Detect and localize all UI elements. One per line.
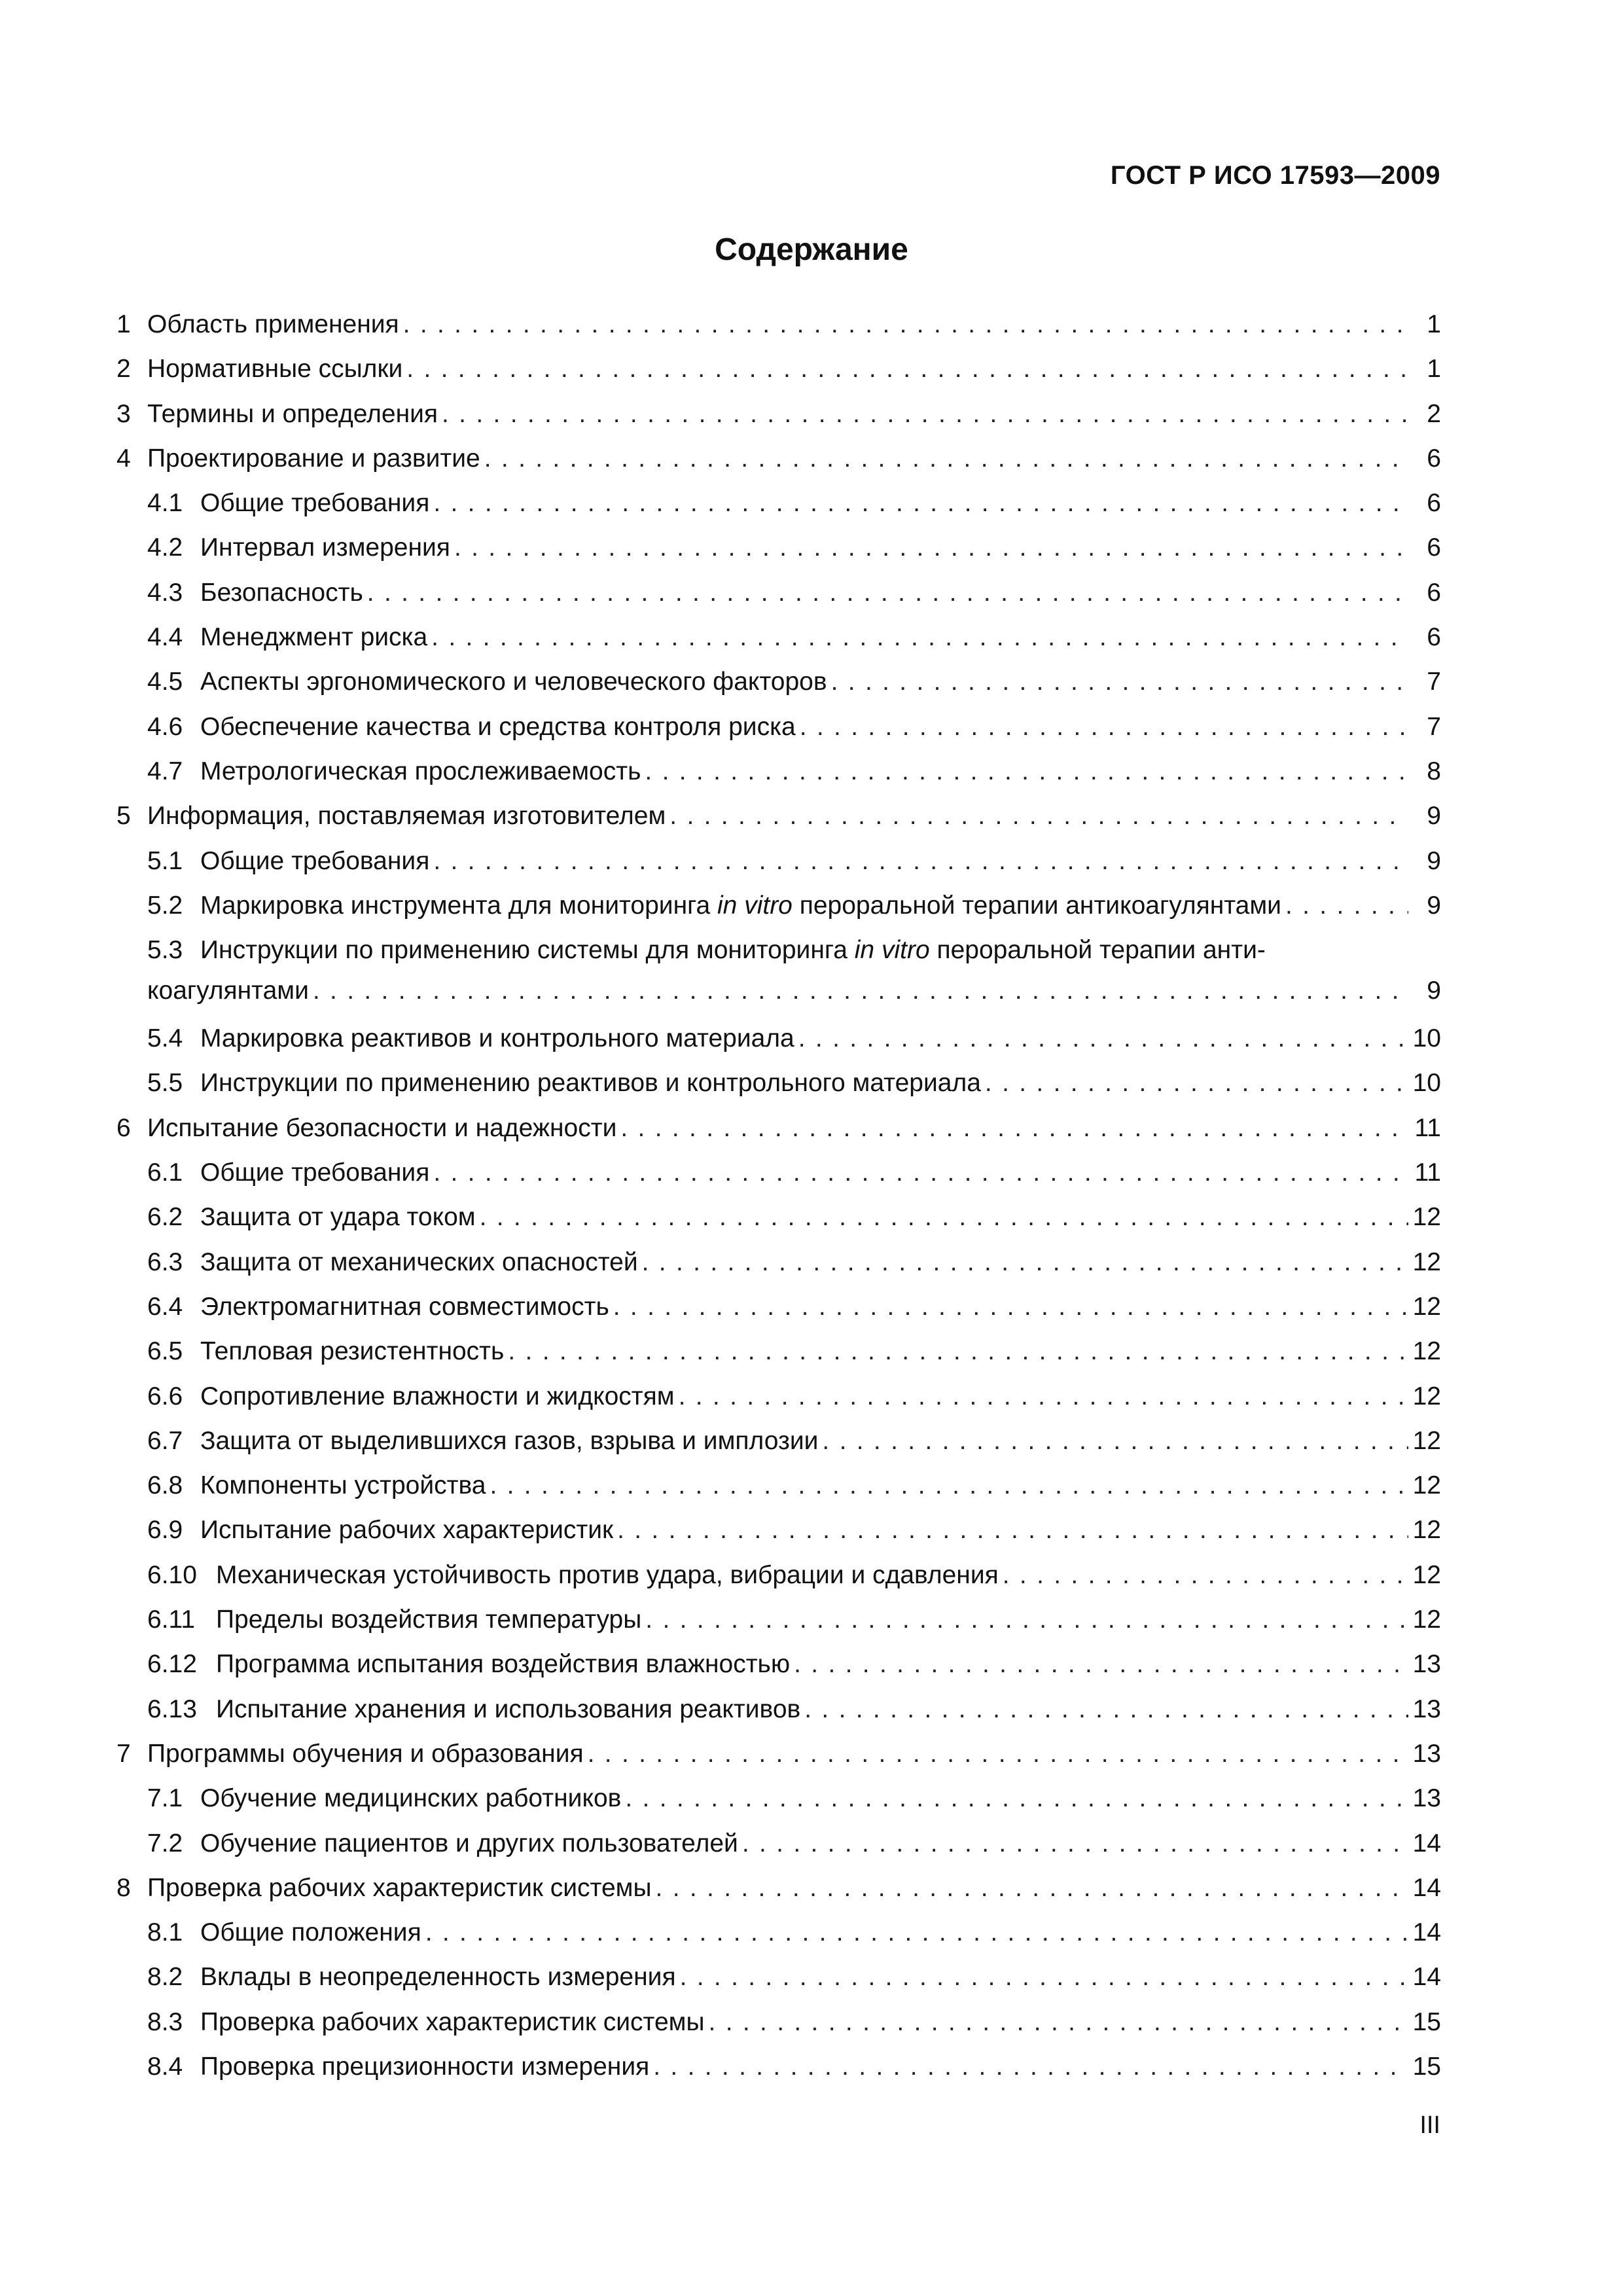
- toc-entry-page: 2: [1427, 399, 1441, 428]
- title-italic-part: in vitro: [854, 936, 930, 965]
- toc-entry[interactable]: [116, 794, 1441, 838]
- toc-entry-number: 6.9: [147, 1516, 183, 1545]
- dot-leader: [620, 1106, 1408, 1151]
- toc-entry-number: 6.5: [147, 1337, 183, 1366]
- toc-entry-title: Защита от удара током: [200, 1203, 476, 1232]
- page-number: III: [1419, 2111, 1440, 2139]
- toc-entry-page: 9: [1427, 977, 1441, 1005]
- dot-leader: [431, 615, 1408, 660]
- dot-leader: [617, 1508, 1408, 1552]
- toc-entry-page: 12: [1412, 1292, 1441, 1321]
- toc-entry-number: 4: [116, 444, 131, 473]
- dot-leader: [613, 1285, 1408, 1329]
- toc-entry[interactable]: [116, 1106, 1441, 1151]
- toc-entry-number: 1: [116, 310, 131, 338]
- toc-entry[interactable]: [116, 302, 1441, 347]
- toc-entry-number: 7.2: [147, 1829, 183, 1857]
- dot-leader: [653, 2045, 1408, 2089]
- toc-entry[interactable]: [116, 1016, 1441, 1061]
- toc-entry-number: 8: [116, 1873, 131, 1902]
- toc-entry-page: 6: [1427, 578, 1441, 607]
- dot-leader: [645, 749, 1408, 794]
- dot-leader: [625, 1776, 1408, 1821]
- dot-leader: [367, 571, 1408, 615]
- toc-entry-number: 6: [116, 1113, 131, 1142]
- toc-entry-title: Общие требования: [200, 846, 430, 875]
- toc-entry-number: 8.2: [147, 1963, 183, 1992]
- toc-entry-number: 5.4: [147, 1024, 183, 1053]
- toc-entry-title: Нормативные ссылки: [147, 355, 403, 384]
- toc-entry-number: 2: [116, 355, 131, 384]
- dot-leader: [679, 1374, 1408, 1419]
- dot-leader: [508, 1329, 1408, 1374]
- toc-entry[interactable]: [116, 660, 1441, 704]
- dot-leader: [403, 302, 1408, 347]
- dot-leader: [313, 971, 1408, 1011]
- toc-entry[interactable]: [116, 1285, 1441, 1329]
- toc-entry[interactable]: [116, 1195, 1441, 1240]
- toc-entry-number: 7.1: [147, 1784, 183, 1813]
- toc-entry-page: 15: [1412, 2007, 1441, 2036]
- toc-entry-number: 6.10: [147, 1560, 197, 1589]
- title-part: пероральной терапии антикоагулянтами: [792, 891, 1281, 920]
- toc-entry-page: 6: [1427, 444, 1441, 473]
- dot-leader: [798, 1016, 1408, 1061]
- toc-entry-page: 13: [1412, 1650, 1441, 1679]
- toc-entry-second-line: [147, 971, 1441, 1011]
- toc-entry-number: 4.2: [147, 533, 183, 562]
- toc-entry-number: 6.1: [147, 1158, 183, 1187]
- title-italic-part: in vitro: [717, 891, 793, 920]
- toc-entry[interactable]: [116, 1329, 1441, 1374]
- toc-entry[interactable]: [116, 1776, 1441, 1821]
- toc-entry-page: 14: [1412, 1829, 1441, 1857]
- toc-entry-title: Компоненты устройства: [200, 1471, 486, 1500]
- toc-entry-title: Испытание рабочих характеристик: [200, 1516, 614, 1545]
- toc-entry-title: Сопротивление влажности и жидкостям: [200, 1382, 675, 1410]
- toc-entry-number: 4.1: [147, 489, 183, 518]
- toc-entry-number: 5.3: [147, 936, 183, 965]
- dot-leader: [1003, 1553, 1408, 1598]
- toc-entry-number: 6.7: [147, 1426, 183, 1455]
- toc-entry-title: Термины и определения: [147, 399, 438, 428]
- toc-entry[interactable]: [116, 839, 1441, 884]
- toc-entry-title: Безопасность: [200, 578, 363, 607]
- toc-entry-number: 6.4: [147, 1292, 183, 1321]
- dot-leader: [433, 1151, 1408, 1195]
- toc-entry-page: 1: [1427, 310, 1441, 338]
- toc-entry[interactable]: [116, 481, 1441, 526]
- toc-entry-page: 11: [1414, 1113, 1441, 1142]
- toc-entry-number: 5: [116, 802, 131, 831]
- toc-entry-title: Аспекты эргономического и человеческого факторов: [200, 668, 827, 696]
- toc-entry-page: 6: [1427, 623, 1441, 652]
- toc-entry-title: Защита от выделившихся газов, взрыва и имплозии: [200, 1426, 819, 1455]
- toc-entry[interactable]: [116, 347, 1441, 391]
- toc-entry[interactable]: [116, 749, 1441, 794]
- dot-leader: [480, 1195, 1408, 1240]
- dot-leader: [433, 839, 1408, 884]
- toc-entry-page: 14: [1412, 1873, 1441, 1902]
- dot-leader: [985, 1061, 1408, 1105]
- toc-entry[interactable]: [116, 615, 1441, 660]
- toc-entry-title: Общие требования: [200, 489, 430, 518]
- title-part: Инструкции по применению системы для мониторинга: [200, 936, 855, 965]
- toc-entry[interactable]: [116, 1553, 1441, 1598]
- dot-leader: [822, 1419, 1408, 1463]
- dot-leader: [742, 1821, 1408, 1866]
- toc-entry-title: [200, 884, 1281, 928]
- dot-leader: [669, 794, 1408, 838]
- dot-leader: [656, 1866, 1408, 1910]
- toc-entry-number: 6.6: [147, 1382, 183, 1410]
- toc-entry-page: 7: [1427, 712, 1441, 741]
- dot-leader: [406, 347, 1408, 391]
- toc-entry-page: 8: [1427, 757, 1441, 785]
- toc-entry-title: Проектирование и развитие: [147, 444, 480, 473]
- toc-entry-page: 14: [1412, 1918, 1441, 1947]
- toc-entry[interactable]: [116, 1732, 1441, 1776]
- toc-entry[interactable]: [116, 1061, 1441, 1105]
- toc-entry-number: 4.7: [147, 757, 183, 785]
- dot-leader: [454, 526, 1408, 570]
- toc-entry-title: Инструкции по применению реактивов и контрольного материала: [200, 1069, 981, 1098]
- toc-entry-page: 6: [1427, 489, 1441, 518]
- toc-list: [116, 302, 1441, 2089]
- toc-entry-title: Программа испытания воздействия влажностью: [216, 1650, 791, 1679]
- toc-entry-title: Испытание безопасности и надежности: [147, 1113, 617, 1142]
- toc-entry[interactable]: [116, 2000, 1441, 2045]
- toc-entry-number: 5.1: [147, 846, 183, 875]
- title-part: пероральной терапии анти-: [929, 936, 1266, 965]
- toc-entry-title: Тепловая резистентность: [200, 1337, 505, 1366]
- toc-entry-page: 12: [1412, 1471, 1441, 1500]
- toc-entry-number: 8.4: [147, 2052, 183, 2081]
- dot-leader: [588, 1732, 1408, 1776]
- toc-entry[interactable]: [116, 1598, 1441, 1642]
- toc-entry-page: 11: [1414, 1158, 1441, 1187]
- toc-title: Содержание: [715, 232, 908, 267]
- toc-entry-title: Интервал измерения: [200, 533, 450, 562]
- toc-entry-number: 3: [116, 399, 131, 428]
- toc-entry-title: Обучение медицинских работников: [200, 1784, 622, 1813]
- toc-entry[interactable]: [116, 526, 1441, 570]
- toc-entry-title: Электромагнитная совместимость: [200, 1292, 609, 1321]
- dot-leader: [794, 1642, 1408, 1687]
- toc-entry-number: 6.8: [147, 1471, 183, 1500]
- toc-entry[interactable]: [116, 1508, 1441, 1552]
- dot-leader: [442, 392, 1408, 437]
- toc-entry-number: 4.6: [147, 712, 183, 741]
- toc-entry-title: Проверка рабочих характеристик системы: [200, 2007, 705, 2036]
- toc-entry-page: 14: [1412, 1963, 1441, 1992]
- toc-entry-page: 12: [1412, 1605, 1441, 1634]
- toc-entry-title: Испытание хранения и использования реактивов: [216, 1695, 801, 1723]
- toc-entry-page: 13: [1412, 1695, 1441, 1723]
- toc-entry-number: 5.5: [147, 1069, 183, 1098]
- toc-entry[interactable]: [116, 1821, 1441, 1866]
- toc-entry-page: 10: [1412, 1069, 1441, 1098]
- toc-entry-page: 15: [1412, 2052, 1441, 2081]
- toc-entry-page: 12: [1412, 1247, 1441, 1276]
- toc-entry[interactable]: [116, 1866, 1441, 1910]
- dot-leader: [709, 2000, 1408, 2045]
- dot-leader: [642, 1240, 1408, 1285]
- toc-entry-title: Обучение пациентов и других пользователей: [200, 1829, 738, 1857]
- toc-entry-title: Обеспечение качества и средства контроля риска: [200, 712, 796, 741]
- toc-entry-title: [200, 930, 1266, 971]
- toc-entry[interactable]: [116, 1151, 1441, 1195]
- toc-entry-page: 12: [1412, 1337, 1441, 1366]
- toc-entry-number: 6.2: [147, 1203, 183, 1232]
- toc-entry-title: Метрологическая прослеживаемость: [200, 757, 641, 785]
- toc-entry-number: 8.1: [147, 1918, 183, 1947]
- toc-entry-page: 9: [1427, 846, 1441, 875]
- title-part: Маркировка инструмента для мониторинга: [200, 891, 717, 920]
- dot-leader: [433, 481, 1408, 526]
- toc-entry-number: 6.12: [147, 1650, 197, 1679]
- toc-entry-page: 1: [1427, 355, 1441, 384]
- dot-leader: [490, 1463, 1408, 1508]
- toc-entry-number: 6.11: [147, 1605, 196, 1634]
- toc-entry-title: Общие положения: [200, 1918, 421, 1947]
- toc-entry-title: Пределы воздействия температуры: [216, 1605, 642, 1634]
- toc-entry-title: Вклады в неопределенность измерения: [200, 1963, 676, 1992]
- toc-entry[interactable]: [116, 1419, 1441, 1463]
- toc-entry[interactable]: [116, 437, 1441, 481]
- dot-leader: [484, 437, 1408, 481]
- toc-entry-page: 9: [1427, 891, 1441, 920]
- toc-entry-number: 4.3: [147, 578, 183, 607]
- toc-entry[interactable]: [116, 928, 1441, 1016]
- dot-leader: [425, 1910, 1408, 1955]
- toc-entry-page: 13: [1412, 1739, 1441, 1768]
- toc-entry-page: 13: [1412, 1784, 1441, 1813]
- toc-entry-title: Механическая устойчивость против удара, вибрации и сдавления: [216, 1560, 999, 1589]
- toc-entry[interactable]: [116, 571, 1441, 615]
- toc-entry-first-line: [147, 930, 1441, 971]
- toc-entry-number: 5.2: [147, 891, 183, 920]
- toc-entry-page: 10: [1412, 1024, 1441, 1053]
- toc-entry-title: Проверка прецизионности измерения: [200, 2052, 650, 2081]
- dot-leader: [831, 660, 1408, 704]
- toc-entry[interactable]: [116, 705, 1441, 749]
- dot-leader: [800, 705, 1408, 749]
- dot-leader: [680, 1955, 1408, 2000]
- dot-leader: [645, 1598, 1408, 1642]
- toc-entry-number: 7: [116, 1739, 131, 1768]
- toc-entry[interactable]: [116, 1240, 1441, 1285]
- dot-leader: [1285, 884, 1408, 928]
- toc-entry[interactable]: [116, 2045, 1441, 2089]
- toc-entry[interactable]: [116, 1955, 1441, 2000]
- toc-entry-page: 9: [1427, 802, 1441, 831]
- toc-entry-number: 4.5: [147, 668, 183, 696]
- toc-entry-page: 12: [1412, 1203, 1441, 1232]
- toc-entry-title: Маркировка реактивов и контрольного материала: [200, 1024, 794, 1053]
- toc-entry-page: 6: [1427, 533, 1441, 562]
- toc-entry[interactable]: [116, 1687, 1441, 1732]
- toc-entry-title: Программы обучения и образования: [147, 1739, 584, 1768]
- toc-entry[interactable]: [116, 1374, 1441, 1419]
- toc-entry-number: 6.3: [147, 1247, 183, 1276]
- toc-entry-title: Менеджмент риска: [200, 623, 428, 652]
- toc-entry-page: 12: [1412, 1516, 1441, 1545]
- toc-entry-number: 4.4: [147, 623, 183, 652]
- toc-entry-title: Проверка рабочих характеристик системы: [147, 1873, 652, 1902]
- toc-entry[interactable]: [116, 1910, 1441, 1955]
- toc-entry[interactable]: [116, 884, 1441, 928]
- toc-entry-page: 12: [1412, 1382, 1441, 1410]
- toc-entry-title: Общие требования: [200, 1158, 430, 1187]
- dot-leader: [804, 1687, 1408, 1732]
- toc-entry-number: 8.3: [147, 2007, 183, 2036]
- toc-entry-number: 6.13: [147, 1695, 197, 1723]
- toc-entry[interactable]: [116, 1463, 1441, 1508]
- toc-entry[interactable]: [116, 1642, 1441, 1687]
- toc-entry-page: 12: [1412, 1560, 1441, 1589]
- toc-entry-title: Защита от механических опасностей: [200, 1247, 638, 1276]
- document-code: ГОСТ Р ИСО 17593—2009: [1110, 161, 1440, 190]
- toc-entry-title-continuation: коагулянтами: [147, 977, 309, 1005]
- toc-entry-title: Информация, поставляемая изготовителем: [147, 802, 666, 831]
- toc-entry-page: 7: [1427, 668, 1441, 696]
- toc-entry-page: 12: [1412, 1426, 1441, 1455]
- toc-entry-title: Область применения: [147, 310, 399, 338]
- toc-entry[interactable]: [116, 392, 1441, 437]
